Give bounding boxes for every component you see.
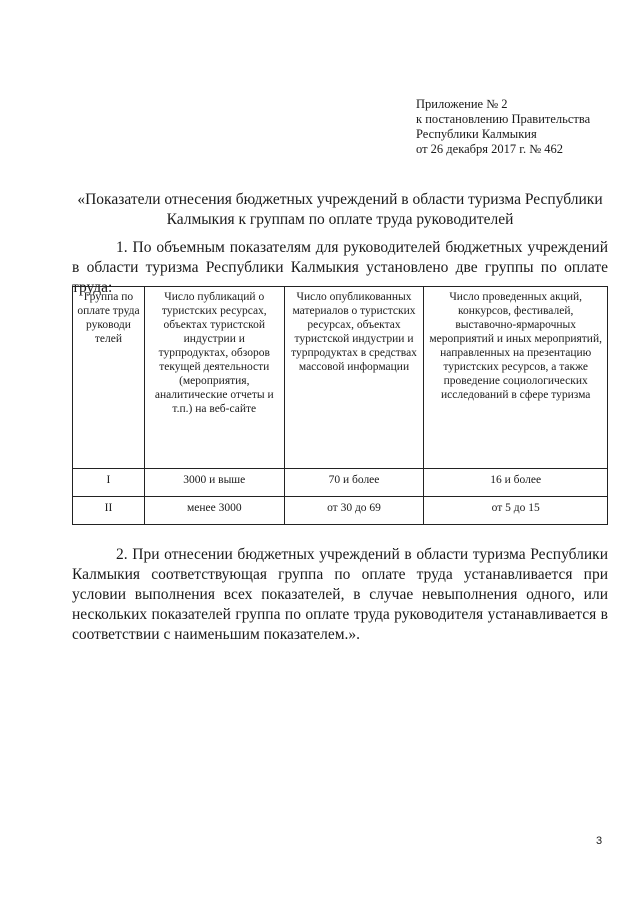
page-number: 3 [596, 835, 603, 847]
paragraph-1: 1. По объемным показателям для руководителей бюджетных учреждений в области туризма Республики Калмыкия установлено две группы по оплате труда: [72, 239, 608, 296]
table-row [73, 497, 608, 525]
appendix-line: к постановлению Правительства [416, 112, 591, 126]
indicators-table [72, 286, 608, 525]
table-header-cell: Число проведенных акций, конкурсов, фестивалей, выставочно-ярмарочных мероприятий и иных мероприятий, направленных на презентацию туристских ресурсов, а также проведение социологических исследований в сфере туризма [424, 287, 608, 469]
table-header-cell: Число публикаций о туристских ресурсах, объектах туристской индустрии и турпродуктах, обзоров текущей деятельности (мероприятия, аналитические отчеты и т.п.) на веб-сайте [144, 287, 284, 469]
table-row [73, 469, 608, 497]
table-cell: 16 и более [424, 469, 608, 497]
paragraph-2: 2. При отнесении бюджетных учреждений в области туризма Республики Калмыкия соответствующая группа по оплате труда устанавливается при условии выполнения всех показателей, в случае невыполнения одного, или нескольких показателей группа по оплате труда руководителя устанавливается в соответствии с наименьшим показателем.». [72, 546, 608, 643]
appendix-block [416, 97, 590, 157]
appendix-line: Приложение № 2 [416, 97, 508, 111]
appendix-line: Республики Калмыкия [416, 127, 537, 141]
table-header-cell: Число опубликованных материалов о туристских ресурсах, объектах туристской индустрии и турпродуктах в средствах массовой информации [284, 287, 424, 469]
table-header-row [73, 287, 608, 469]
table-cell: I [73, 469, 145, 497]
table-cell: 3000 и выше [144, 469, 284, 497]
table-cell: менее 3000 [144, 497, 284, 525]
table-cell: от 5 до 15 [424, 497, 608, 525]
table-cell: от 30 до 69 [284, 497, 424, 525]
table-cell: II [73, 497, 145, 525]
table-cell: 70 и более [284, 469, 424, 497]
table-header-cell: Группа по оплате труда руководи телей [73, 287, 145, 469]
appendix-line: от 26 декабря 2017 г. № 462 [416, 142, 564, 156]
document-title: «Показатели отнесения бюджетных учреждений в области туризма Республики Калмыкия к группам по оплате труда руководителей [77, 191, 603, 228]
